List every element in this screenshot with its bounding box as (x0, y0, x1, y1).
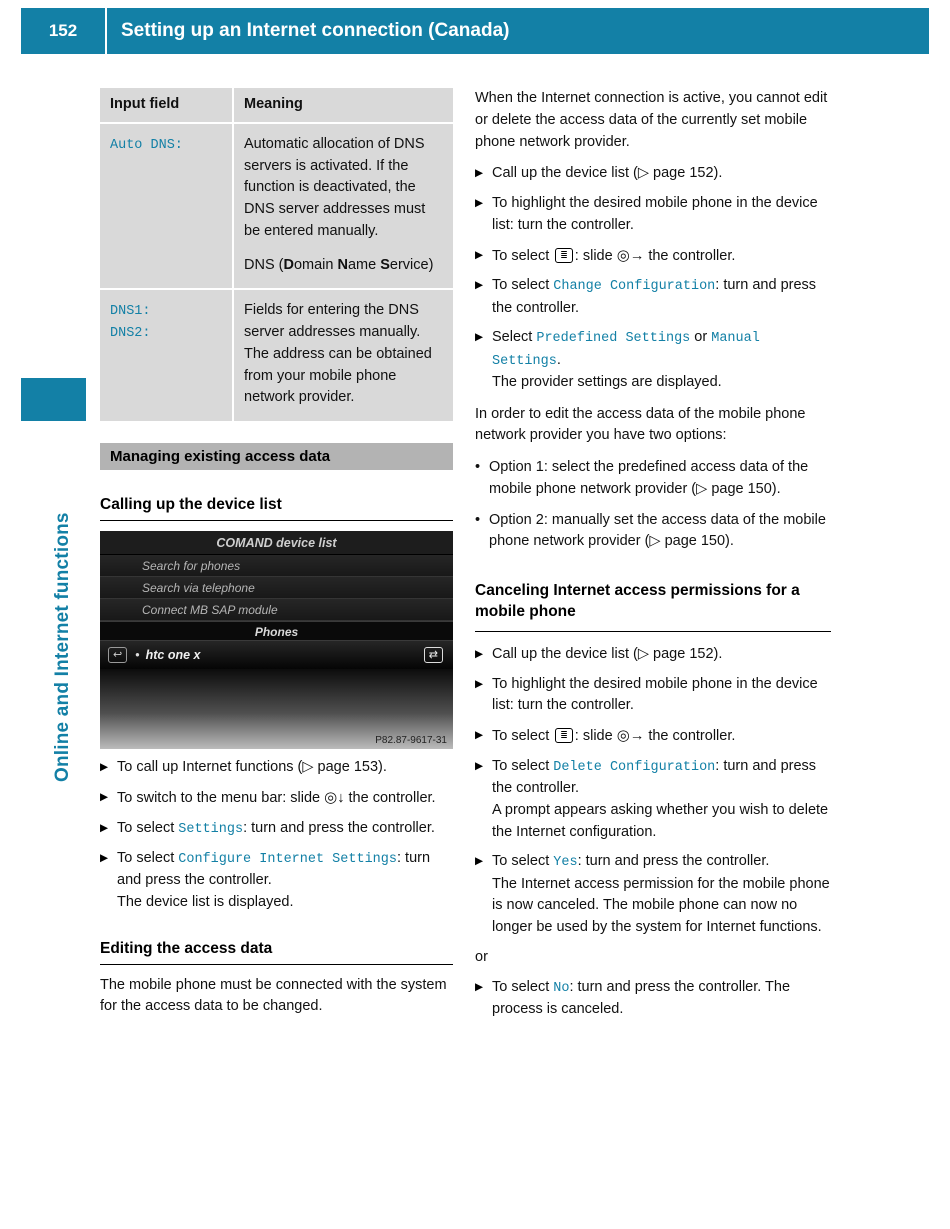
step-arrow-icon: ▶ (475, 167, 484, 180)
screenshot-device-row (100, 641, 453, 669)
controller-icon: ◎ (324, 788, 338, 806)
options-paragraph: In order to edit the access data of the mobile phone network provider you have two options: (475, 405, 806, 444)
instruction-text: To select Configure Internet Settings: turn and press the controller. The device list is displayed. (117, 848, 453, 914)
instruction-text: To select Yes: turn and press the controller. The Internet access permission for the mobile phone is now canceled. The mobile phone can now no longer be used by the system for Internet functions. (492, 851, 831, 939)
step-arrow-icon: ▶ (100, 761, 109, 773)
instruction-delete-configuration (475, 756, 831, 844)
page-header-bar (21, 8, 929, 54)
step-arrow-icon: ▶ (475, 980, 484, 993)
table-header-input-field: Input field (100, 88, 232, 122)
menu-option-predefined-settings: Predefined Settings (536, 331, 691, 347)
auto-dns-description: Automatic allocation of DNS servers is activated. If the function is deactivated, the DNS server addresses must be entered manually. (244, 135, 426, 239)
instruction-select-softkey (475, 245, 831, 268)
screenshot-phones-band: Phones (100, 621, 453, 641)
instruction-text: Call up the device list (▷ page 152). (492, 645, 723, 662)
menu-option-settings: Settings (178, 821, 244, 837)
dns-abbreviation: DNS (Domain Name Service) (244, 256, 434, 273)
step-arrow-icon: ▶ (475, 759, 484, 772)
instruction-text: To select Settings: turn and press the controller. (117, 819, 435, 837)
figure-reference-number: P82.87-9617-31 (375, 735, 447, 746)
slide-right-arrow-icon: → (629, 728, 645, 745)
table-field-auto-dns (100, 124, 232, 289)
instruction-configure-internet-settings (100, 848, 453, 914)
screenshot-menu-item: Search for phones (100, 555, 453, 577)
page-number: 152 (48, 21, 78, 40)
intro-paragraph: When the Internet connection is active, you cannot edit or delete the access data of the currently set mobile phone network provider. (475, 90, 828, 150)
menu-option-delete-configuration: Delete Configuration (553, 759, 716, 775)
step-arrow-icon: ▶ (475, 855, 484, 868)
device-bullet-icon: • (135, 648, 140, 662)
slide-down-arrow-icon: ↓ (337, 789, 345, 806)
step-arrow-icon: ▶ (100, 821, 109, 834)
menu-key-icon: ⇄ (424, 647, 443, 663)
instruction-note: The device list is displayed. (117, 893, 294, 910)
instruction-note: The provider settings are displayed. (492, 373, 722, 390)
step-arrow-icon: ▶ (475, 279, 484, 292)
dns-fields-description: Fields for entering the DNS server addresses manually. The address can be obtained from your mobile phone network provider. (244, 302, 432, 406)
back-key-icon: ↩ (108, 647, 127, 663)
section-managing-access-data: Managing existing access data (100, 443, 453, 470)
bullet-icon: • (475, 459, 481, 475)
instruction-switch-menu-bar (100, 787, 453, 810)
menu-option-change-configuration: Change Configuration (553, 279, 716, 295)
input-field-table (100, 88, 453, 421)
table-header-meaning: Meaning (234, 88, 453, 122)
instruction-highlight-phone (475, 674, 831, 718)
auto-dns-label: Auto DNS: (110, 137, 183, 153)
bullet-icon: • (475, 511, 481, 528)
instruction-select-yes (475, 851, 831, 939)
step-arrow-icon: ▶ (475, 677, 484, 690)
instruction-change-configuration (475, 275, 831, 319)
step-arrow-icon: ▶ (100, 790, 109, 803)
instruction-text: Select Predefined Settings or Manual Settings. The provider settings are displayed. (492, 327, 831, 393)
instruction-select-settings (100, 818, 453, 840)
instruction-text: To select ≣ : slide ◎→ the controller. (492, 246, 736, 264)
instruction-call-internet-functions (100, 757, 453, 779)
step-arrow-icon: ▶ (475, 248, 484, 261)
bullet-text: Option 2: manually set the access data of the mobile phone network provider (▷ page 150). (489, 511, 826, 550)
instruction-highlight-phone (475, 193, 831, 237)
instruction-text: To select No: turn and press the controller. The process is canceled. (492, 978, 791, 1017)
right-column (475, 88, 831, 1029)
instruction-text: To switch to the menu bar: slide ◎↓ the controller. (117, 788, 436, 806)
softkey-icon: ≣ (555, 728, 573, 743)
menu-option-manual-settings: Manual Settings (492, 331, 760, 369)
instruction-select-softkey (475, 725, 831, 748)
heading-canceling-internet-access: Canceling Internet access permissions for a mobile phone (475, 581, 831, 632)
step-arrow-icon: ▶ (475, 647, 484, 660)
left-column (100, 88, 453, 1028)
step-arrow-icon: ▶ (475, 197, 484, 209)
instruction-text: To highlight the desired mobile phone in the device list: turn the controller. (492, 195, 818, 233)
slide-right-arrow-icon: → (629, 247, 645, 264)
bullet-text: Option 1: select the predefined access data of the mobile phone network provider (▷ page 150). (489, 459, 809, 497)
page-title: Setting up an Internet connection (Canada) (121, 20, 510, 41)
subhead-editing-access-data: Editing the access data (100, 940, 453, 965)
controller-icon: ◎ (616, 246, 630, 264)
instruction-select-predefined-or-manual (475, 327, 831, 393)
device-name: htc one x (145, 648, 201, 662)
menu-option-yes: Yes (553, 855, 578, 871)
controller-icon: ◎ (616, 727, 630, 745)
instruction-text: To select Delete Configuration: turn and press the controller. A prompt appears asking whether you wish to delete the Internet configuration. (492, 756, 831, 844)
screenshot-menu-item: Connect MB SAP module (100, 599, 453, 621)
dns1-label: DNS1: (110, 304, 151, 320)
menu-option-configure-internet-settings: Configure Internet Settings (178, 851, 397, 867)
subhead-calling-device-list: Calling up the device list (100, 496, 453, 521)
comand-device-list-screenshot (100, 531, 453, 749)
instruction-call-device-list (475, 644, 831, 666)
instruction-note: The Internet access permission for the mobile phone is now canceled. The mobile phone can now no longer be used by the system for Internet functions. (492, 875, 830, 936)
instruction-select-no (475, 977, 831, 1021)
or-connector: or (475, 948, 488, 965)
instruction-text: To call up Internet functions (▷ page 153). (117, 759, 387, 775)
instruction-text: To select ≣ : slide ◎→ the controller. (492, 727, 736, 745)
editing-access-data-paragraph: The mobile phone must be connected with the system for the access data to be changed. (100, 976, 447, 1015)
softkey-icon: ≣ (555, 248, 573, 263)
screenshot-bottom-area (100, 669, 453, 749)
bullet-option-1 (475, 457, 831, 501)
chapter-tab-marker (21, 378, 86, 421)
table-meaning-auto-dns (234, 124, 453, 289)
table-meaning-dns1-dns2 (234, 290, 453, 421)
instruction-text: To select Change Configuration: turn and press the controller. (492, 277, 817, 316)
bullet-option-2 (475, 510, 831, 554)
instruction-call-device-list (475, 163, 831, 185)
instruction-note: A prompt appears asking whether you wish to delete the Internet configuration. (492, 801, 829, 840)
table-field-dns1-dns2 (100, 290, 232, 421)
menu-option-no: No (553, 980, 570, 996)
chapter-sidebar-label: Online and Internet functions (52, 512, 73, 782)
step-arrow-icon: ▶ (475, 331, 484, 344)
dns2-label: DNS2: (110, 325, 151, 341)
instruction-text: Call up the device list (▷ page 152). (492, 165, 723, 182)
screenshot-title: COMAND device list (100, 531, 453, 555)
step-arrow-icon: ▶ (100, 851, 109, 864)
screenshot-menu-item: Search via telephone (100, 577, 453, 599)
instruction-text: To highlight the desired mobile phone in the device list: turn the controller. (492, 675, 818, 714)
step-arrow-icon: ▶ (475, 729, 484, 742)
